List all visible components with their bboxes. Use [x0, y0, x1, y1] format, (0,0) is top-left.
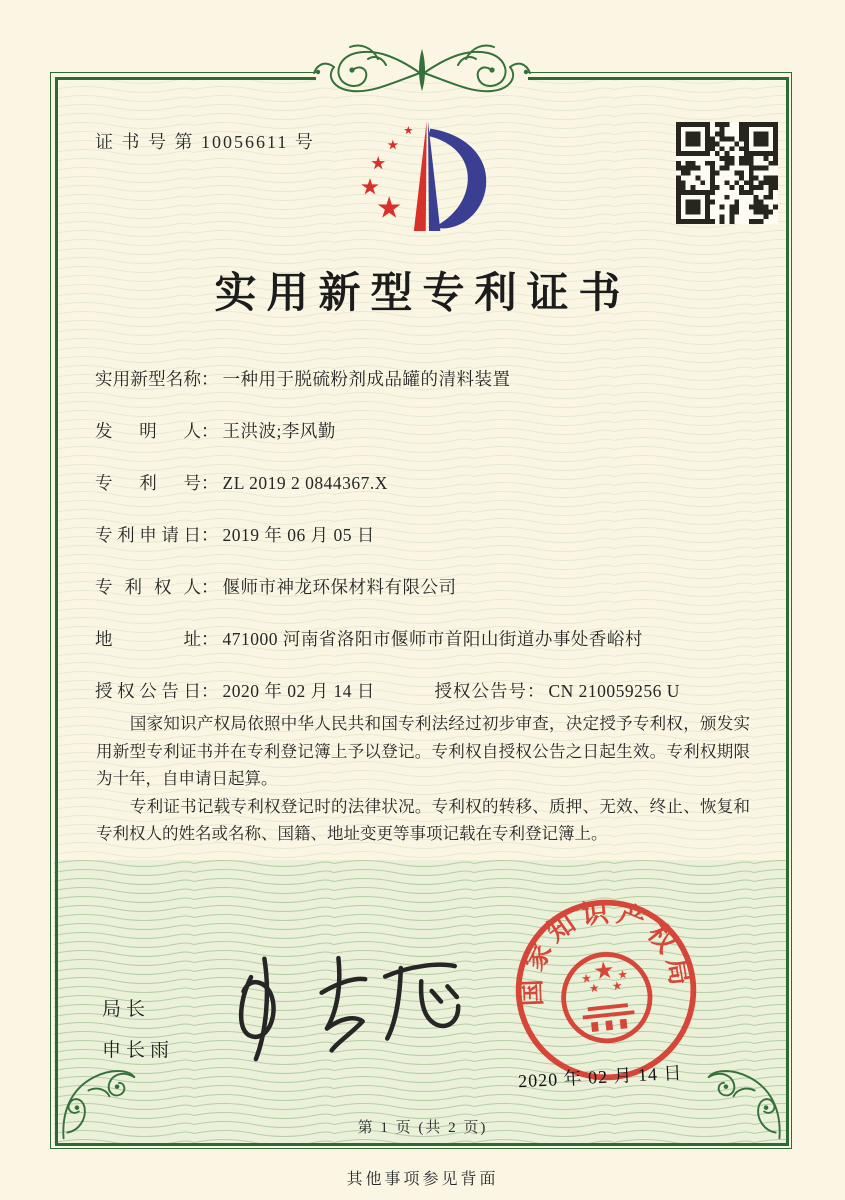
colon: ：: [201, 681, 219, 701]
legal-text: [96, 710, 750, 848]
colon: ：: [201, 473, 219, 493]
page-number: 第 1 页 (共 2 页): [357, 1120, 488, 1136]
field-value: 2019 年 06 月 05 日: [222, 525, 375, 545]
svg-text:国家知识产权局: [507, 889, 697, 1009]
field-label: 发明人: [95, 421, 201, 441]
field-label: 授权公告号: [434, 681, 527, 701]
field-value: ZL 2019 2 0844367.X: [222, 473, 388, 493]
national-emblem-icon: [559, 950, 654, 1045]
colon: ：: [201, 629, 219, 649]
field-label: 专利权人: [95, 577, 201, 597]
field-row-patentee: [95, 574, 457, 599]
signoff-block: [102, 994, 174, 1076]
field-row-patent-number: [95, 470, 388, 495]
field-value: 471000 河南省洛阳市偃师市首阳山街道办事处香峪村: [222, 629, 643, 649]
cnipa-logo: [348, 114, 498, 242]
director-title: 局长: [102, 999, 151, 1020]
seal-date: 2020 年 02 月 14 日: [517, 1062, 683, 1092]
legal-paragraph-1: 国家知识产权局依照中华人民共和国专利法经过初步审查，决定授予专利权，颁发实用新型专利证书并在专利登记簿上予以登记。专利权自授权公告之日起生效。专利权期限为十年，自申请日起算。: [96, 714, 750, 788]
field-row-filing-date: [95, 522, 375, 547]
director-signature: [216, 940, 470, 1067]
field-row-name: [95, 366, 511, 391]
colon: ：: [527, 681, 545, 701]
top-ornament-icon: [282, 37, 562, 109]
colon: ：: [201, 421, 219, 441]
director-name: 申长雨: [102, 1040, 175, 1061]
field-value: 偃师市神龙环保材料有限公司: [222, 577, 457, 597]
field-row-grant: [95, 678, 680, 703]
field-row-inventor: [95, 418, 336, 443]
legal-paragraph-2: 专利证书记载专利权登记时的法律状况。专利权的转移、质押、无效、终止、恢复和专利权人的姓名或名称、国籍、地址变更等事项记载在专利登记簿上。: [96, 796, 750, 843]
field-label: 专利号: [95, 473, 201, 493]
field-row-address: [95, 626, 643, 651]
field-label: 专利申请日: [95, 525, 201, 545]
colon: ：: [201, 525, 219, 545]
colon: ：: [201, 369, 219, 389]
field-label: 地址: [95, 629, 201, 649]
colon: ：: [201, 577, 219, 597]
back-note: 其他事项参见背面: [346, 1171, 499, 1188]
field-label: 实用新型名称: [95, 369, 201, 389]
field-value: 2020 年 02 月 14 日: [222, 681, 375, 701]
field-value: CN 210059256 U: [548, 681, 680, 701]
field-value: 一种用于脱硫粉剂成品罐的清料装置: [222, 369, 511, 389]
field-value: 王洪波;李风勤: [222, 421, 336, 441]
seal-agency-text: 国家知识产权局: [515, 896, 697, 1007]
certificate-number: 证 书 号 第 10056611 号: [95, 132, 315, 152]
certificate-title: 实用新型专利证书: [214, 271, 631, 317]
field-label: 授权公告日: [95, 681, 201, 701]
qr-code: [676, 122, 778, 224]
